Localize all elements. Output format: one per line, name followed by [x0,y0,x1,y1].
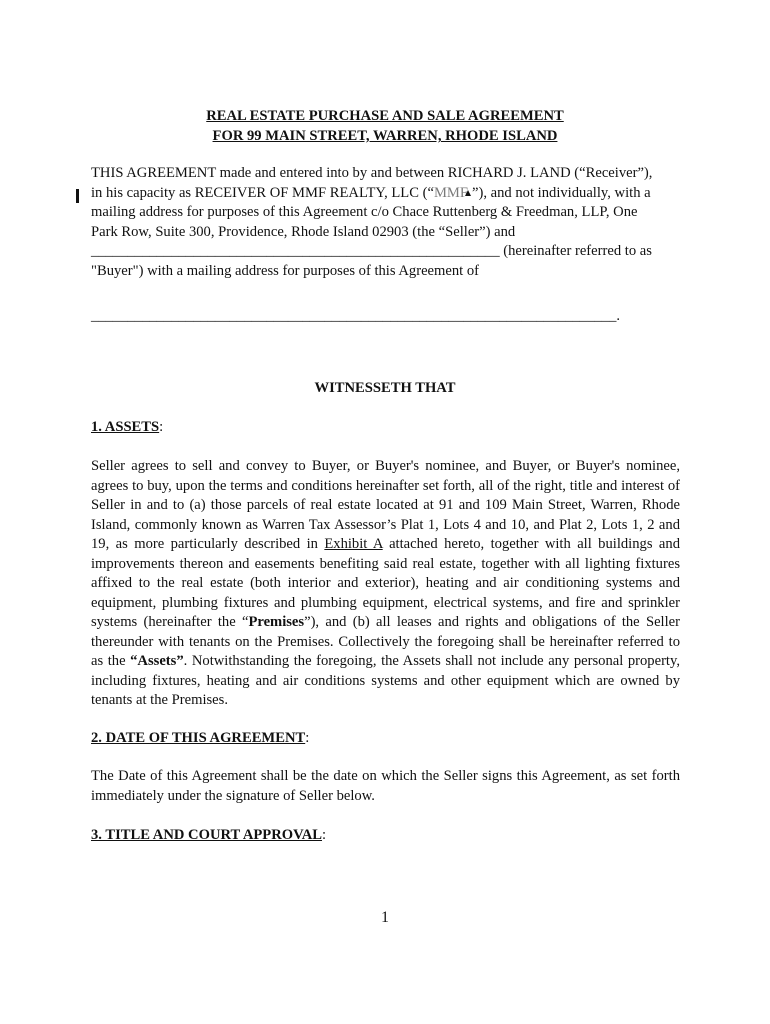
assets-text: Seller agrees to sell and convey to Buyer, or Buyer's nominee, and Buyer, or Buyer's nominee, agrees to buy, upon the terms and conditions hereinafter set forth, all of the right, title and interest of Seller in and to (a) those parcels of real estate located at 91 and 109 Main Street, Warren, Rhode Island, commonly known as Warren Tax Assessor’s Plat 1, Lots 4 and 10, and Plat 2, Lots 1, 2 and 19, as more particularly described in [91,458,680,552]
witnesseth-heading: WITNESSETH THAT [314,380,456,396]
assets-paragraph [91,457,680,711]
section-heading-colon: : [322,827,327,843]
intro-line [91,184,691,204]
document-title-line1: REAL ESTATE PURCHASE AND SALE AGREEMENT [206,108,564,124]
date-paragraph: The Date of this Agreement shall be the date on which the Seller signs this Agreement, as set forth immediately under the signature of Seller below. [91,768,680,804]
intro-line-text: ”), and not individually, with a [472,184,651,201]
intro-line: Park Row, Suite 300, Providence, Rhode Island 02903 (the “Seller”) and [91,223,516,240]
intro-paragraph [91,164,691,281]
section-heading-title-court [91,826,326,844]
assets-text: attached hereto, together with all buildings and improvements thereon and easements benefiting said real estate, together with all lighting fixtures affixed to the real estate (both interior and exterior), heating and air conditioning systems and equipment, plumbing fixtures and plumbing equipment, electrical systems, and fire and sprinkler systems (hereinafter the “ [91,536,680,630]
text-cursor-icon [465,190,471,196]
intro-line: mailing address for purposes of this Agreement c/o Chace Ruttenberg & Freedman, LLP, One [91,204,638,220]
page-number: 1 [381,909,389,926]
section-heading-colon: : [305,730,310,746]
assets-text: ”), and (b) all leases and rights and obligations of the Seller thereunder with tenants on the Premises. Collectively the foregoing shall be hereinafter referred to as the [91,614,680,669]
section-heading-date [91,729,309,747]
buyer-address-blank: ________________________________________________________________________. [91,308,621,324]
mmf-abbreviation: MMF [433,184,469,201]
assets-term: “Assets” [130,653,184,669]
exhibit-a-reference: Exhibit A [324,536,383,552]
section-heading-label: 3. TITLE AND COURT APPROVAL [91,827,323,843]
section-heading-assets [91,418,163,436]
section-heading-label: 1. ASSETS [91,419,160,435]
intro-line-text: in his capacity as RECEIVER OF MMF REALTY, LLC (“ [91,184,434,201]
intro-line-buyer-blank: ________________________________________________________ (hereinafter referred to as [91,243,652,259]
section-heading-colon: : [159,419,164,435]
document-title-line2: FOR 99 MAIN STREET, WARREN, RHODE ISLAND [212,128,558,144]
assets-text: . Notwithstanding the foregoing, the Assets shall not include any personal property, including fixtures, heating and air conditions systems and other equipment which are owned by tenants at the Premises. [91,653,680,708]
intro-line: THIS AGREEMENT made and entered into by and between RICHARD J. LAND (“Receiver”), [91,165,653,181]
change-bar-marker [76,189,79,203]
premises-term: Premises [248,614,305,630]
intro-line: "Buyer") with a mailing address for purposes of this Agreement of [91,262,480,279]
section-heading-label: 2. DATE OF THIS AGREEMENT [91,730,306,746]
